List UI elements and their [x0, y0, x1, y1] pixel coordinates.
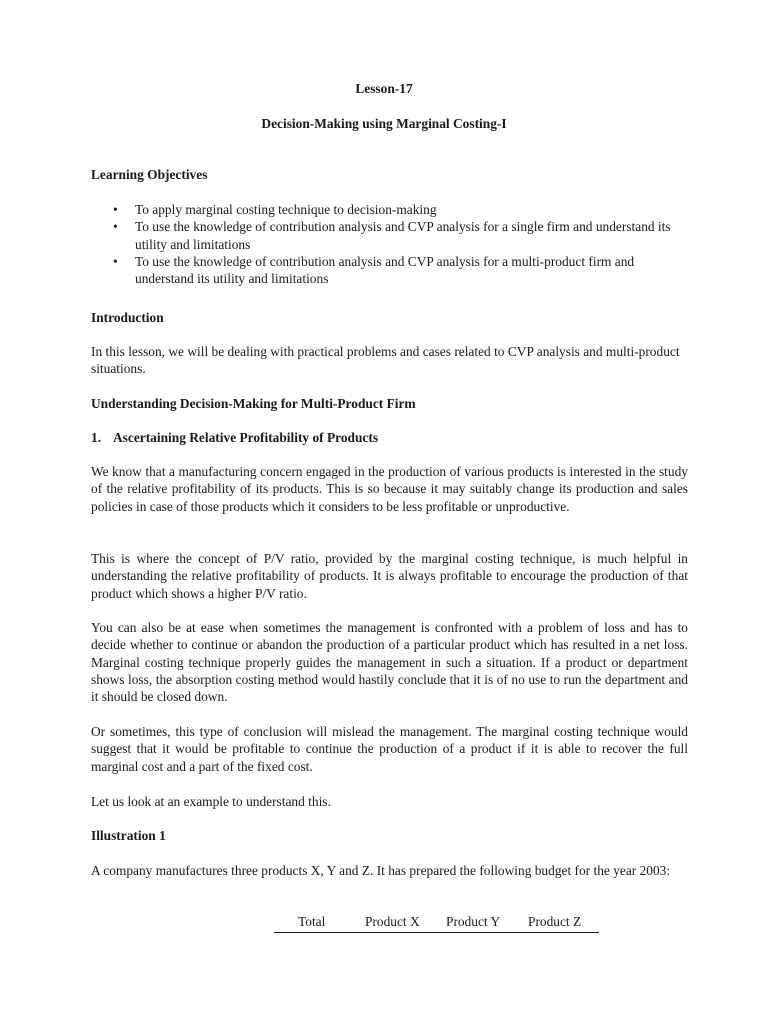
objective-text: To use the knowledge of contribution analysis and CVP analysis for a multi-product firm and understand its utility and limitations: [135, 253, 635, 287]
list-item: [91, 218, 691, 253]
list-item: [91, 201, 691, 218]
budget-table-header: [274, 913, 599, 933]
column-header-product-y: Product Y: [446, 914, 501, 929]
objective-text: To apply marginal costing technique to decision-making: [135, 202, 437, 217]
paragraph: We know that a manufacturing concern engaged in the production of various products is interested in the study of the relative profitability of its products. This is so because it may suitably change its production and sales policies in case of those products which it considers to be less profitable or unproductive.: [91, 464, 688, 514]
subsection-title: Ascertaining Relative Profitability of Products: [113, 430, 379, 445]
paragraph: Or sometimes, this type of conclusion will mislead the management. The marginal costing technique would suggest that it would be profitable to continue the production of a product if it is able to recover the full marginal cost and a part of the fixed cost.: [91, 724, 688, 774]
paragraph: Let us look at an example to understand this.: [91, 794, 331, 809]
illustration-text: A company manufactures three products X, Y and Z. It has prepared the following budget for the year 2003:: [91, 863, 671, 878]
column-header-total: Total: [298, 914, 326, 929]
learning-objectives-heading: Learning Objectives: [91, 167, 208, 182]
column-header-product-x: Product X: [365, 914, 420, 929]
bullet-icon: •: [113, 219, 118, 235]
list-item: [91, 253, 691, 288]
introduction-text: In this lesson, we will be dealing with practical problems and cases related to CVP analysis and multi-product situations.: [91, 344, 680, 377]
section-heading: Understanding Decision-Making for Multi-Product Firm: [91, 396, 416, 411]
objective-text: To use the knowledge of contribution analysis and CVP analysis for a single firm and understand its utility and limitations: [135, 219, 671, 252]
lesson-label: Lesson-17: [355, 81, 413, 96]
column-header-product-z: Product Z: [528, 914, 582, 929]
objectives-list: [91, 201, 691, 287]
bullet-icon: •: [113, 202, 118, 217]
paragraph: This is where the concept of P/V ratio, provided by the marginal costing technique, is much helpful in understanding the relative profitability of products. It is always profitable to encourage the production of that product which shows a higher P/V ratio.: [91, 551, 688, 601]
paragraph: You can also be at ease when sometimes the management is confronted with a problem of loss and has to decide whether to continue or abandon the production of a particular product which has resulted in a net loss. Marginal costing technique properly guides the management in such a situation. If a product or department shows loss, the absorption costing method would hastily conclude that it is of no use to run the department and it should be closed down.: [91, 620, 688, 705]
illustration-heading: Illustration 1: [91, 828, 166, 843]
lesson-title: Decision-Making using Marginal Costing-I: [261, 116, 507, 131]
introduction-heading: Introduction: [91, 310, 164, 325]
subsection-number: 1.: [91, 430, 102, 445]
subsection-heading: [91, 429, 378, 446]
bullet-icon: •: [113, 253, 118, 269]
